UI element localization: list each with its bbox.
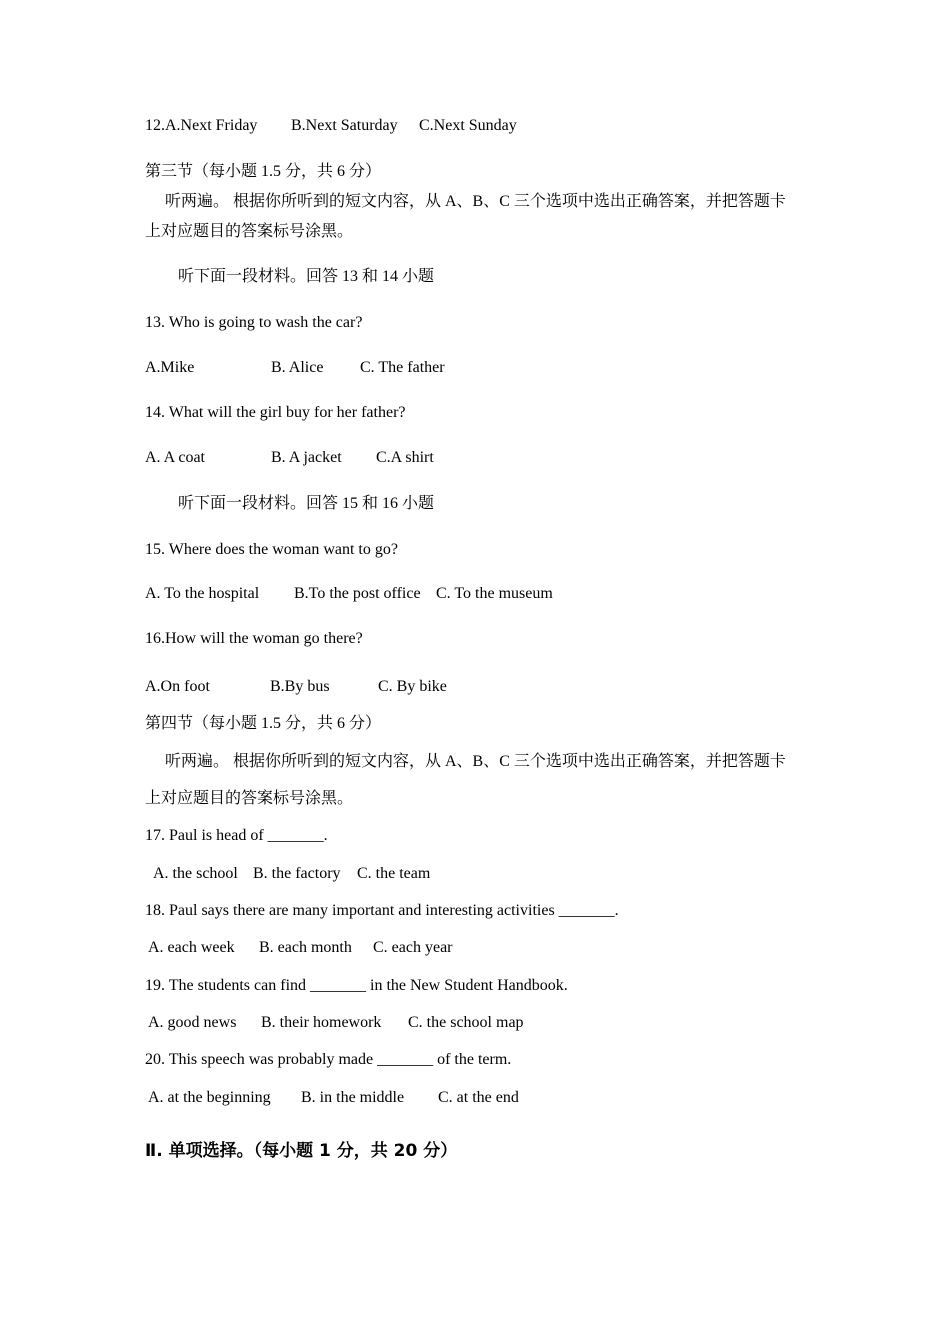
q12-option-b: B.Next Saturday	[291, 117, 398, 134]
q18-option-a: A. each week	[148, 939, 235, 956]
intro-13-14: 听下面一段材料。回答 13 和 14 小题	[178, 268, 435, 285]
q16-option-a: A.On foot	[145, 678, 210, 695]
intro-15-16: 听下面一段材料。回答 15 和 16 小题	[178, 495, 435, 512]
q18-option-c: C. each year	[373, 939, 453, 956]
section-3-instruction-line2: 上对应题目的答案标号涂黑。	[145, 223, 354, 240]
q17-option-b: B. the factory	[253, 865, 341, 882]
question-13: 13. Who is going to wash the car?	[145, 314, 363, 331]
part-2-heading: Ⅱ. 单项选择。（每小题 1 分，共 20 分）	[145, 1141, 458, 1161]
q19-option-b: B. their homework	[261, 1014, 382, 1031]
q15-option-b: B.To the post office	[294, 585, 421, 602]
q14-option-c: C.A shirt	[376, 449, 434, 466]
q17-option-c: C. the team	[357, 865, 431, 882]
question-14: 14. What will the girl buy for her father?	[145, 404, 406, 421]
section-4-instruction-line1: 听两遍。 根据你所听到的短文内容，从 A、B、C 三个选项中选出正确答案，并把答题卡	[165, 753, 786, 770]
q13-option-a: A.Mike	[145, 359, 195, 376]
question-18: 18. Paul says there are many important and interesting activities _______.	[145, 902, 619, 919]
q20-option-b: B. in the middle	[301, 1089, 405, 1106]
section-4-title: 第四节（每小题 1.5 分，共 6 分）	[145, 715, 382, 732]
q12-option-c: C.Next Sunday	[419, 117, 517, 134]
q14-option-b: B. A jacket	[271, 449, 342, 466]
question-16: 16.How will the woman go there?	[145, 630, 363, 647]
q13-option-b: B. Alice	[271, 359, 324, 376]
question-15: 15. Where does the woman want to go?	[145, 541, 398, 558]
question-17: 17. Paul is head of _______.	[145, 827, 328, 844]
q13-option-c: C. The father	[360, 359, 445, 376]
q15-option-c: C. To the museum	[436, 585, 553, 602]
q12-option-a: 12.A.Next Friday	[145, 117, 258, 134]
q20-option-a: A. at the beginning	[148, 1089, 271, 1106]
q14-option-a: A. A coat	[145, 449, 205, 466]
q17-option-a: A. the school	[153, 865, 238, 882]
question-19: 19. The students can find _______ in the New Student Handbook.	[145, 977, 568, 994]
question-20: 20. This speech was probably made _______ of the term.	[145, 1051, 512, 1068]
section-4-instruction-line2: 上对应题目的答案标号涂黑。	[145, 790, 354, 807]
section-3-title: 第三节（每小题 1.5 分，共 6 分）	[145, 163, 382, 180]
section-3-instruction-line1: 听两遍。 根据你所听到的短文内容，从 A、B、C 三个选项中选出正确答案，并把答题卡	[165, 193, 786, 210]
q16-option-b: B.By bus	[270, 678, 330, 695]
q19-option-a: A. good news	[148, 1014, 237, 1031]
q18-option-b: B. each month	[259, 939, 352, 956]
q15-option-a: A. To the hospital	[145, 585, 260, 602]
q20-option-c: C. at the end	[438, 1089, 519, 1106]
q19-option-c: C. the school map	[408, 1014, 524, 1031]
q16-option-c: C. By bike	[378, 678, 447, 695]
